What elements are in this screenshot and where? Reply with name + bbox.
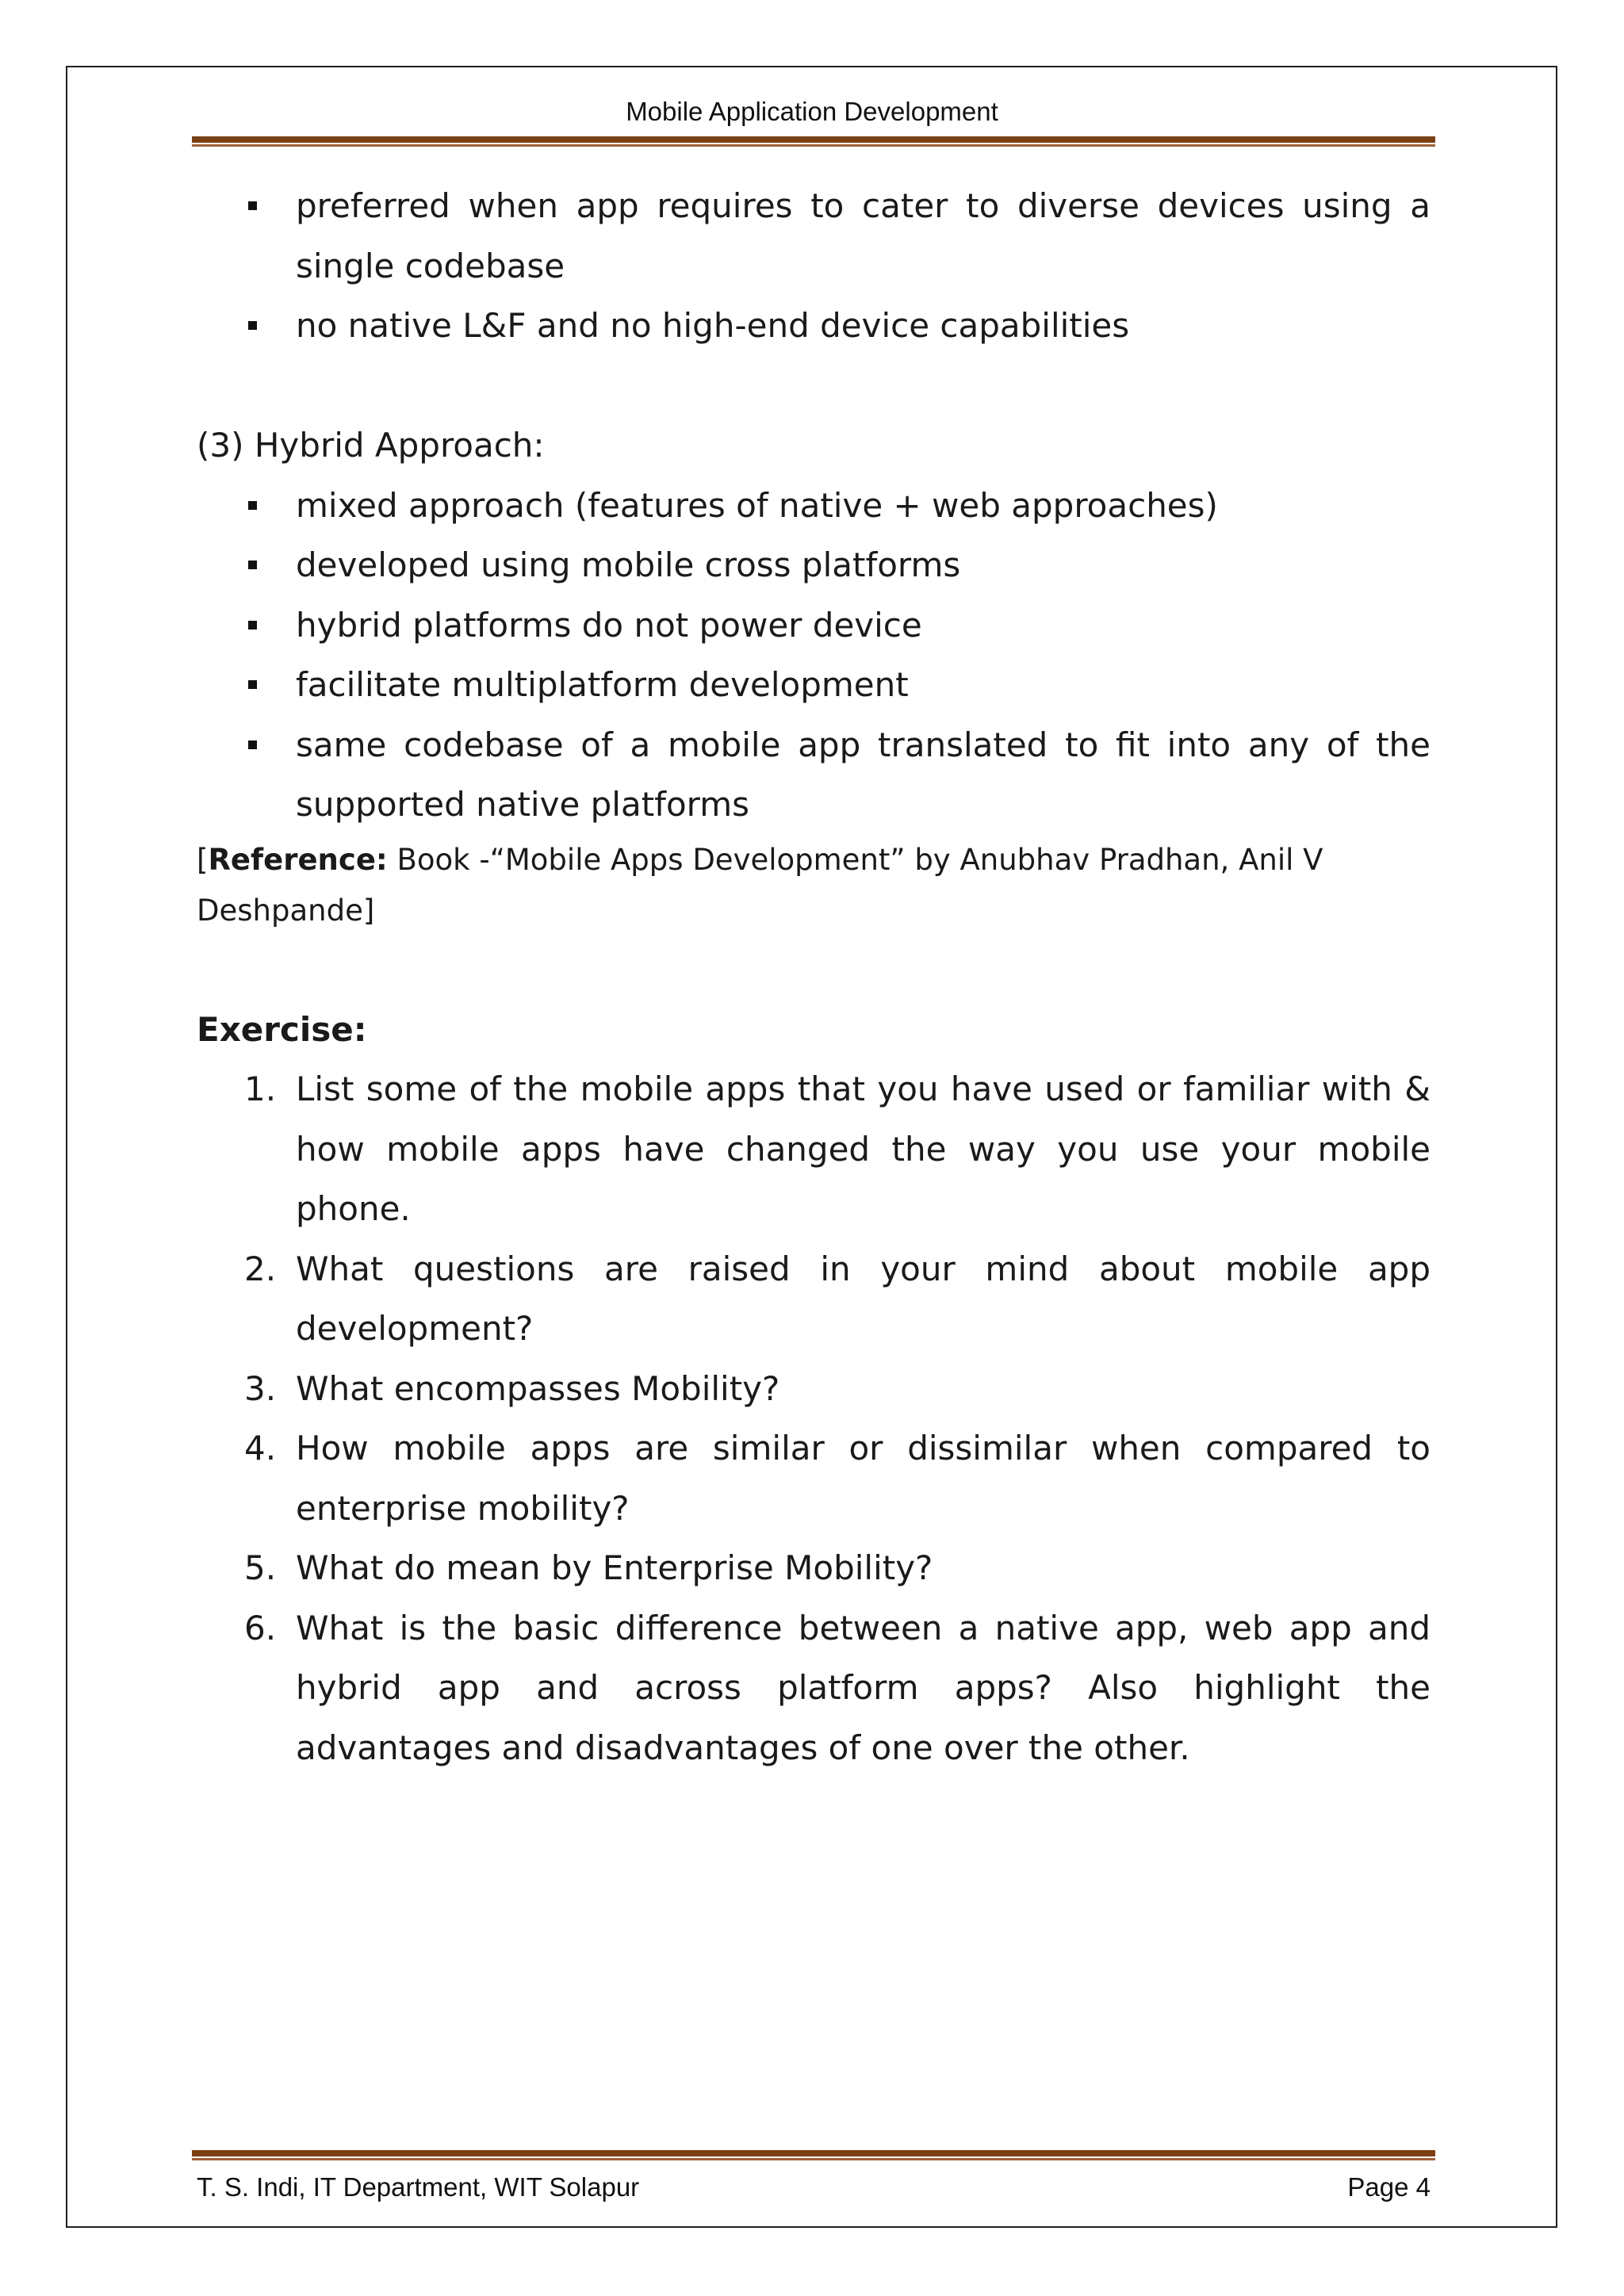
list-item: 6. What is the basic difference between a native app, web app and hybrid app and across platform apps? Also highlight the advantages and disadvantages of one over the other. (244, 1608, 1431, 1767)
exercise-heading: Exercise: (197, 1009, 367, 1049)
list-item: 2. What questions are raised in your mind about mobile app development? (244, 1249, 1431, 1348)
list-item: facilitate multiplatform development (197, 655, 1431, 715)
footer-author: T. S. Indi, IT Department, WIT Solapur (197, 2172, 640, 2202)
square-bullet-icon (248, 201, 257, 210)
square-bullet-icon (248, 621, 257, 629)
hybrid-bullet-list (197, 476, 1431, 835)
square-bullet-icon (248, 321, 257, 330)
square-bullet-icon (248, 680, 257, 689)
list-item: hybrid platforms do not power device (197, 595, 1431, 656)
square-bullet-icon (248, 740, 257, 749)
list-item: developed using mobile cross platforms (197, 535, 1431, 595)
list-item: 1. List some of the mobile apps that you have used or familiar with & how mobile apps have changed the way you use your mobile phone. (244, 1070, 1431, 1228)
header-rule (192, 136, 1435, 147)
footer-rule (192, 2150, 1435, 2161)
list-item: 4. How mobile apps are similar or dissimilar when compared to enterprise mobility? (244, 1429, 1431, 1528)
exercise-list (197, 1059, 1431, 1777)
intro-bullet-list (197, 176, 1431, 356)
page-content (197, 176, 1431, 1777)
list-item: no native L&F and no high-end device capabilities (197, 296, 1431, 356)
square-bullet-icon (248, 501, 257, 510)
page-number: Page 4 (1347, 2172, 1431, 2202)
list-item: same codebase of a mobile app translated to fit into any of the supported native platforms (197, 715, 1431, 835)
list-item: preferred when app requires to cater to diverse devices using a single codebase (197, 176, 1431, 296)
reference-note: [Reference: Book -“Mobile Apps Development” by Anubhav Pradhan, Anil V Deshpande] (197, 842, 1323, 928)
reference-label: Reference: (208, 842, 388, 877)
square-bullet-icon (248, 561, 257, 569)
header-title: Mobile Application Development (626, 97, 998, 126)
hybrid-heading: (3) Hybrid Approach: (197, 426, 545, 465)
list-item: 5. What do mean by Enterprise Mobility? (244, 1548, 933, 1587)
list-item: mixed approach (features of native + web approaches) (197, 476, 1431, 536)
list-item: 3. What encompasses Mobility? (244, 1368, 780, 1408)
